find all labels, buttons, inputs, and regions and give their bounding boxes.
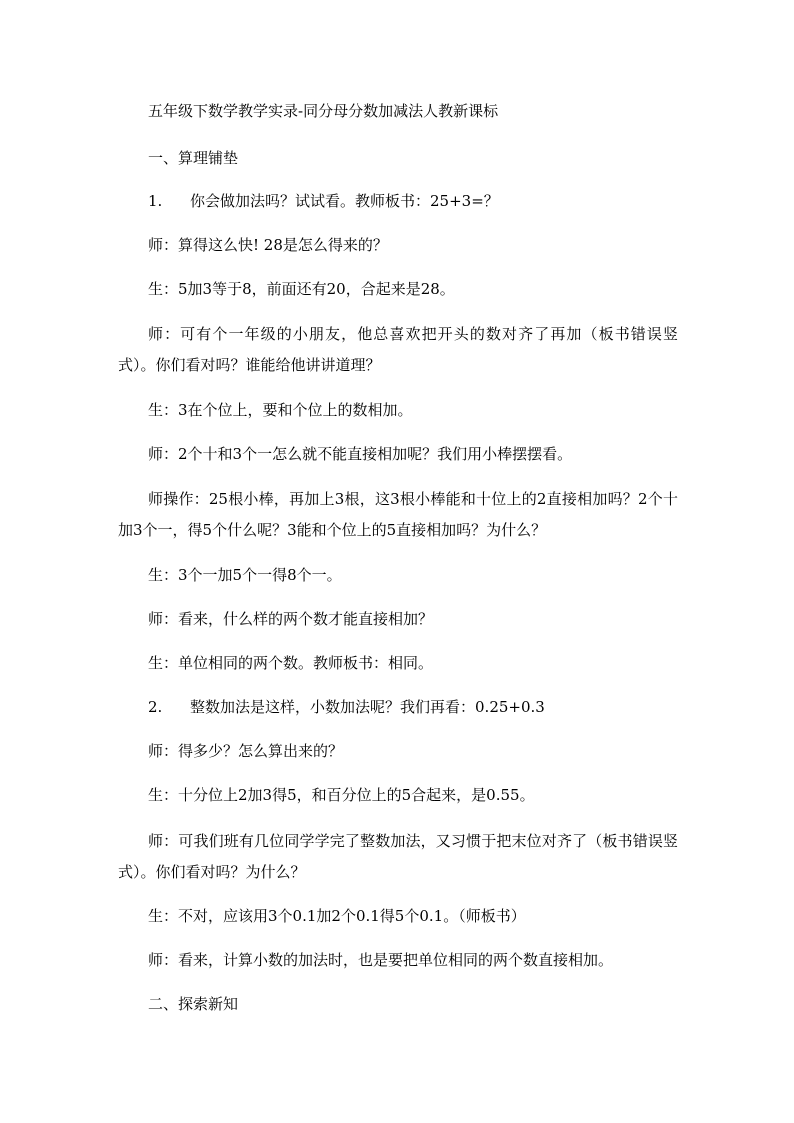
list-item-2-number: 2. (148, 698, 163, 716)
paragraph: 师：看来，计算小数的加法时，也是要把单位相同的两个数直接相加。 (148, 951, 614, 969)
list-item-2 (148, 697, 545, 717)
list-item-1-text: 你会做加法吗？试试看。教师板书：25+3=？ (190, 192, 499, 210)
paragraph: 生：十分位上2加3得5，和百分位上的5合起来，是0.55。 (148, 786, 535, 804)
paragraph-multiline: 师：可我们班有几位同学学完了整数加法，又习惯于把末位对齐了（板书错误竖式）。你们看对吗？为什么？ (118, 832, 678, 881)
paragraph: 生：不对，应该用3个0.1加2个0.1得5个0.1。（师板书） (148, 907, 526, 925)
document-title: 五年级下数学教学实录-同分母分数加减法人教新课标 (148, 102, 499, 120)
paragraph-multiline: 师操作：25根小棒，再加上3根，这3根小棒能和十位上的2直接相加吗？2个十加3个一，得5个什么呢？3能和个位上的5直接相加吗？为什么？ (118, 490, 678, 539)
paragraph: 生：5加3等于8，前面还有20，合起来是28。 (148, 280, 455, 298)
paragraph: 师：算得这么快! 28是怎么得来的？ (148, 236, 388, 254)
paragraph: 师：看来，什么样的两个数才能直接相加？ (148, 610, 434, 628)
list-item-1-number: 1. (148, 192, 163, 210)
paragraph: 师：2个十和3个一怎么就不能直接相加呢？我们用小棒摆摆看。 (148, 445, 573, 463)
paragraph: 生：3在个位上，要和个位上的数相加。 (148, 401, 413, 419)
paragraph: 生：单位相同的两个数。教师板书：相同。 (148, 654, 434, 672)
list-item-2-text: 整数加法是这样，小数加法呢？我们再看：0.25+0.3 (190, 698, 545, 716)
section-heading-1: 一、算理铺垫 (148, 149, 239, 167)
paragraph-multiline: 师：可有个一年级的小朋友，他总喜欢把开头的数对齐了再加（板书错误竖式）。你们看对吗？谁能给他讲讲道理？ (118, 325, 678, 374)
list-item-1 (148, 191, 499, 211)
section-heading-2: 二、探索新知 (148, 995, 239, 1013)
paragraph: 师：得多少？怎么算出来的？ (148, 742, 344, 760)
paragraph: 生：3个一加5个一得8个一。 (148, 566, 342, 584)
